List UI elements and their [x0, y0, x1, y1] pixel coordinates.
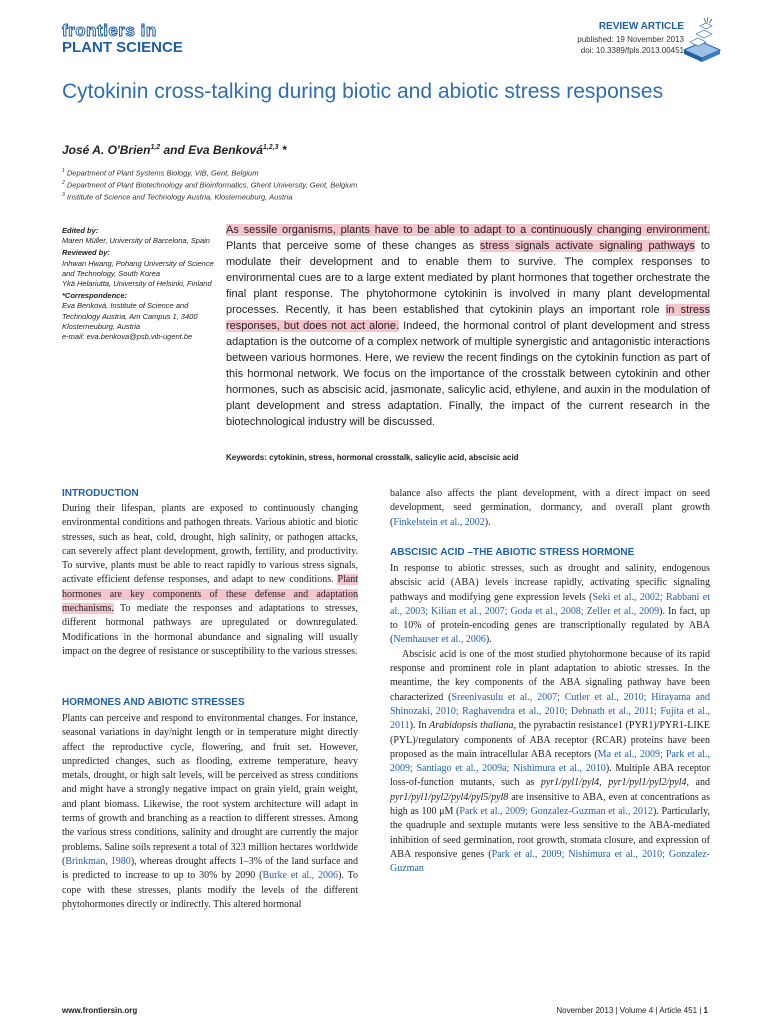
aba-text: In response to abiotic stresses, such as drought and salinity, endogenous abscisic acid (ABA) levels increase rapidly, activating specific signaling pathways and modifying gene expression levels ( [390, 563, 710, 603]
mutant-names: pyr1/pyl1/pyl2/pyl4/pyl5/pyl8 [390, 791, 509, 803]
affiliation-number: 2 [62, 180, 65, 186]
edited-by-heading: Edited by: [62, 226, 99, 235]
affiliation-text: Department of Plant Biotechnology and Bioinformatics, Ghent University, Gent, Belgium [64, 180, 358, 190]
citation-link[interactable]: Nemhauser et al., 2006 [393, 634, 486, 646]
article-title: Cytokinin cross-talking during biotic and abiotic stress responses [62, 80, 664, 103]
abstract-text: to modulate their development and to enable them to survive. The complex responses to environmental cues are to a large extent mediated by plant hormones that together orchestrate the final plant response. The phytohormone cytokinin is involved in many plant developmental processes. Recently, it has been established that cytokinin plays an important role [226, 240, 710, 316]
affiliation-1 [62, 168, 258, 178]
article-type-label: REVIEW ARTICLE [598, 21, 684, 32]
correspondence-heading: *Correspondence: [62, 291, 128, 301]
reviewer-1: Inhwan Hwang, Pohang University of Science and Technology, South Korea [62, 258, 214, 278]
aba-text: ). Multiple ABA receptor loss-of-function mutants, such as [390, 763, 710, 789]
section-heading-introduction: INTRODUCTION [62, 488, 139, 499]
citation-link[interactable]: Seki et al., 2002; Rabbani et al., 2003; Kilian et al., 2007; Goda et al., 2008; Zeller et al., 2009 [390, 591, 710, 617]
section-heading-hormones-abiotic: HORMONES AND ABIOTIC STRESSES [62, 697, 245, 708]
journal-name: PLANT SCIENCE [62, 39, 183, 56]
abstract-highlight-2: stress signals activate signaling pathways [479, 240, 695, 252]
citation-link[interactable]: Sreenivasulu et al., 2007; Cutler et al., 2010; Hirayama and Shinozaki, 2010; Raghavendra et al., 2010; Debnath et al., 2011; Fujita et al., 2011 [390, 691, 710, 732]
corresponding-marker: * [278, 143, 287, 157]
issue-info [556, 1006, 708, 1015]
continuation-text: balance also affects the plant development, with a direct impact on seed development, seed germination, dormancy, and overall plant growth ( [390, 488, 710, 528]
doi[interactable]: doi: 10.3389/fpls.2013.00451 [580, 46, 684, 55]
aba-text: and [689, 777, 710, 789]
species-name: Arabidopsis thaliana [429, 720, 514, 732]
aba-text: , the pyrabactin resistance1 (PYR1)/PYR1-LIKE (PYL)/regulatory components of ABA receptor (RCAR) proteins have been proposed as the main intracellular ABA receptors ( [390, 720, 710, 760]
reviewed-by-heading: Reviewed by: [62, 248, 110, 258]
abstract-text: Indeed, the hormonal control of plant development and stress adaptation is the outcome of a complex network of multiple synergistic and antagonistic interactions between various hormones. Here, we review the recent findings on the cytokinin function as part of this hormonal network. We focus on the importance of the crosstalk between cytokinin and other hormones, such as abscisic acid, jasmonate, salicylic acid, ethylene, and auxin in the modulation of plant development and stress adaptation. Finally, the impact of the current research in the biotechnological industry will be discussed. [226, 320, 711, 428]
reviewer-2: Ykä Helariutta, University of Helsinki, Finland [62, 279, 212, 289]
affiliation-2 [62, 180, 357, 190]
intro-text: To mediate the responses and adaptations to stresses, different hormonal pathways are upregulated or downregulated. Modifications in the hormonal abundance and signaling will usually impact on the degree of resistance or susceptibility to the various stresses. [62, 603, 358, 657]
abstract-highlight-1: As sessile organisms, plants have to be able to adapt to a continuously changing environment. [226, 224, 710, 236]
aba-text: are insensitive to ABA, even at concentrations as high as 100 μM ( [390, 791, 710, 818]
affiliation-number: 1 [62, 168, 65, 174]
affiliation-number: 3 [62, 192, 65, 198]
aba-text: ). In fact, up to 10% of protein-encoding genes are transcriptionally regulated by ABA ( [390, 605, 710, 646]
abstract-text: Plants that perceive some of these changes as [226, 240, 480, 252]
page-number: 1 [703, 1006, 708, 1015]
affiliation-3 [62, 192, 292, 202]
citation-link[interactable]: Ma et al., 2009; Park et al., 2009; Santiago et al., 2009a; Nishimura et al., 2010 [390, 748, 710, 775]
hormones-text: Plants can perceive and respond to environmental changes. For instance, seasonal variations in day/night length or in temperature might directly affect the reproductive cycle, flowering, and fruit set. However, unpredicted changes, such as flooding, extreme temperature, heavy metals, drought, or high salt levels, will be perceived as stress conditions and might have a strongly negative impact on grain yield, grain weight, and plant biomass. Likewise, the root system architecture will adapt in terms of growth and branching as a reaction to different stresses. Among the various stress conditions, salinity and drought are currently the major problems. Saline soils represent a total of 323 million hectares worldwide ( [62, 713, 358, 867]
journal-brand-top: frontiers in [62, 21, 157, 40]
citation-link[interactable]: Park et al., 2009; Gonzalez-Guzman et al., 2012 [459, 806, 653, 818]
journal-logo-icon [680, 16, 724, 64]
affiliation-text: Department of Plant Systems Biology, VIB, Gent, Belgium [64, 168, 259, 178]
introduction-body [62, 502, 358, 659]
citation-link[interactable]: Finkelstein et al., 2002 [393, 516, 485, 528]
abstract [226, 222, 710, 430]
continuation-text: ). [484, 516, 491, 528]
correspondence-address: Eva Benková, Institute of Science and Technology Austria, Am Campus 1, 3400 Klosterneuburg, Austria [62, 301, 198, 331]
author-1-affiliation: 1,2 [150, 144, 161, 151]
correspondence-email[interactable]: e-mail: eva.benkova@psb.vib-ugent.be [62, 332, 193, 342]
author-conjunction: and [160, 143, 189, 157]
editor-name: Maren Müller, University of Barcelona, Spain [62, 236, 210, 246]
citation-link[interactable]: Brinkman, 1980 [65, 855, 131, 867]
hormones-body [62, 712, 358, 912]
aba-text: Abscisic acid is one of the most studied phytohormone because of its rapid response and prominent role in plant adaptation to abiotic stresses. In the meantime, the key components of the ABA signaling pathway have been characterized ( [390, 648, 710, 703]
published-date: published: 19 November 2013 [577, 35, 684, 44]
intro-text: During their lifespan, plants are exposed to continuously changing environmental conditions and pathogen threats. Various abiotic and biotic stresses, such as heat, cold, drought, high salinity, or pathogen attacks, can severely affect plant development, growth, fertility, and productivity. To survive, plants must be able to react rapidly to various stress signals, activate efficient defense responses, and adapt to new conditions. [62, 503, 358, 586]
hormones-text: ). To cope with these stresses, plants modify the levels of the different phytohormones directly or indirectly. This altered hormonal [62, 870, 359, 910]
aba-text: ). In [409, 720, 430, 732]
author-1[interactable]: José A. O'Brien [62, 143, 151, 157]
author-line [62, 143, 287, 157]
intro-highlight: Plant hormones are key components of these defense and adaptation mechanisms. [62, 574, 358, 615]
author-2[interactable]: Eva Benková [188, 143, 263, 157]
right-column-continuation [390, 487, 710, 530]
issue-text: November 2013 | Volume 4 | Article 451 | [556, 1006, 704, 1015]
hormones-text: ), whereas drought affects 1–3% of the land surface and is predicted to increase to up to 30% by 2090 ( [62, 855, 359, 882]
abstract-highlight-3: in stress responses, but does not act alone. [226, 304, 710, 332]
abscisic-acid-body [390, 562, 710, 877]
aba-text: ). Particularly, the quadruple and sextuple mutants were less sensitive to the ABA-mediated inhibition of seed germination, root growth, stomata closure, and expression of ABA responsive genes ( [390, 806, 710, 860]
aba-text: ). [485, 634, 492, 646]
affiliation-text: Institute of Science and Technology Austria, Klosterneuburg, Austria [64, 192, 293, 202]
citation-link[interactable]: Burke et al., 2006 [262, 870, 339, 882]
mutant-names: pyr1/pyl1/pyl4, pyr1/pyl1/pyl2/pyl4, [540, 777, 690, 789]
keywords: Keywords: cytokinin, stress, hormonal crosstalk, salicylic acid, abscisic acid [226, 453, 519, 462]
editorial-sidebar [62, 226, 214, 344]
citation-link[interactable]: Park et al., 2009; Nishimura et al., 2010; Gonzalez-Guzman [390, 848, 710, 875]
author-2-affiliation: 1,2,3 [262, 144, 279, 151]
journal-url[interactable]: www.frontiersin.org [62, 1006, 138, 1015]
section-heading-abscisic-acid: ABSCISIC ACID –THE ABIOTIC STRESS HORMONE [390, 547, 635, 558]
